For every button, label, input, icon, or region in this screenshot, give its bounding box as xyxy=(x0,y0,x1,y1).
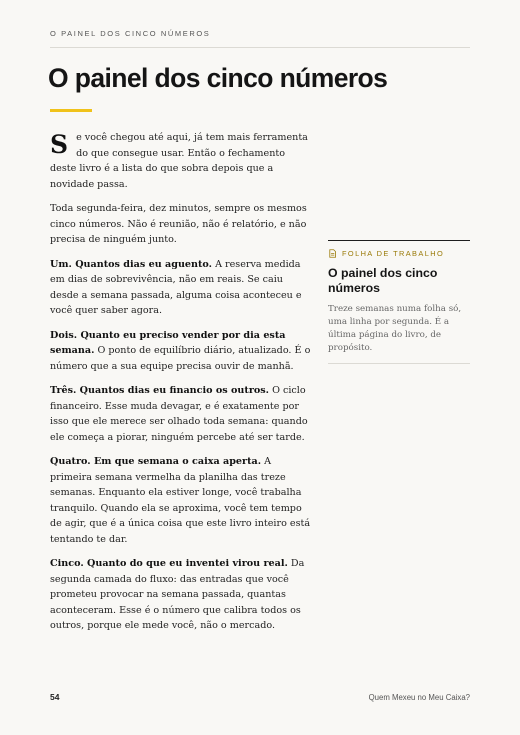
page-number: 54 xyxy=(50,692,60,702)
book-title: Quem Mexeu no Meu Caixa? xyxy=(368,693,470,702)
number-text: A reserva medida em dias de sobrevivência, não em reais. Se caiu desde a semana passada, alguma coisa aconteceu e você quer saber agora. xyxy=(50,258,302,316)
number-paragraph-1 xyxy=(50,257,312,319)
routine-paragraph: Toda segunda-feira, dez minutos, sempre os mesmos cinco números. Não é reunião, não é relatório, e não precisa de ninguém junto. xyxy=(50,203,307,245)
running-head: O PAINEL DOS CINCO NÚMEROS xyxy=(50,29,211,38)
chapter-title: O painel dos cinco números xyxy=(48,63,388,93)
number-paragraph-5 xyxy=(50,556,312,634)
number-text: A primeira semana vermelha da planilha das treze semanas. Enquanto ela estiver longe, você trabalha tranquilo. Quando ela se aproxima, você tem tempo de agir, que é a única coisa que este livro inteiro está tentando te dar. xyxy=(50,456,311,545)
number-text: O ciclo financeiro. Esse muda devagar, e é exatamente por isso que ele merece ser olhado toda semana: quando ele começa a piorar, ninguém percebe até ser tarde. xyxy=(50,385,308,443)
number-text: Da segunda camada do fluxo: das entradas que você prometeu provocar na semana passada, quantas aconteceram. Esse é o número que calibra todos os outros, porque ele mede você, não o mercado. xyxy=(50,558,305,631)
sidebar-label-row xyxy=(328,249,470,258)
header-divider xyxy=(50,47,470,48)
document-icon xyxy=(328,249,337,258)
title-accent-bar xyxy=(50,109,92,112)
number-lead: Um. Quantos dias eu aguento. xyxy=(50,258,213,270)
sidebar-title: O painel dos cinco números xyxy=(328,266,438,295)
worksheet-sidebar xyxy=(328,240,470,364)
sidebar-divider xyxy=(328,363,470,364)
number-paragraph-3 xyxy=(50,383,312,445)
body-text xyxy=(50,130,312,643)
number-lead: Três. Quantos dias eu financio os outros. xyxy=(50,385,270,396)
number-lead: Dois. Quanto eu preciso vender por dia esta semana. xyxy=(50,329,286,356)
intro-paragraph xyxy=(50,130,312,192)
sidebar-label: FOLHA DE TRABALHO xyxy=(342,249,445,258)
number-lead: Quatro. Em que semana o caixa aperta. xyxy=(50,456,262,467)
number-lead: Cinco. Quanto do que eu inventei virou real. xyxy=(50,558,288,569)
number-paragraph-4 xyxy=(50,454,312,547)
number-text: O ponto de equilíbrio diário, atualizado. É o número que a sua equipe precisa ouvir de manhã. xyxy=(50,345,311,372)
intro-text: e você chegou até aqui, já tem mais ferramenta do que consegue usar. Então o fechamento deste livro é a lista do que sobra depois que a novidade passa. xyxy=(50,132,308,190)
drop-cap: S xyxy=(50,130,69,159)
number-paragraph-2 xyxy=(50,328,312,375)
sidebar-text: Treze semanas numa folha só, uma linha por segunda. É a última página do livro, de propósito. xyxy=(328,304,462,353)
